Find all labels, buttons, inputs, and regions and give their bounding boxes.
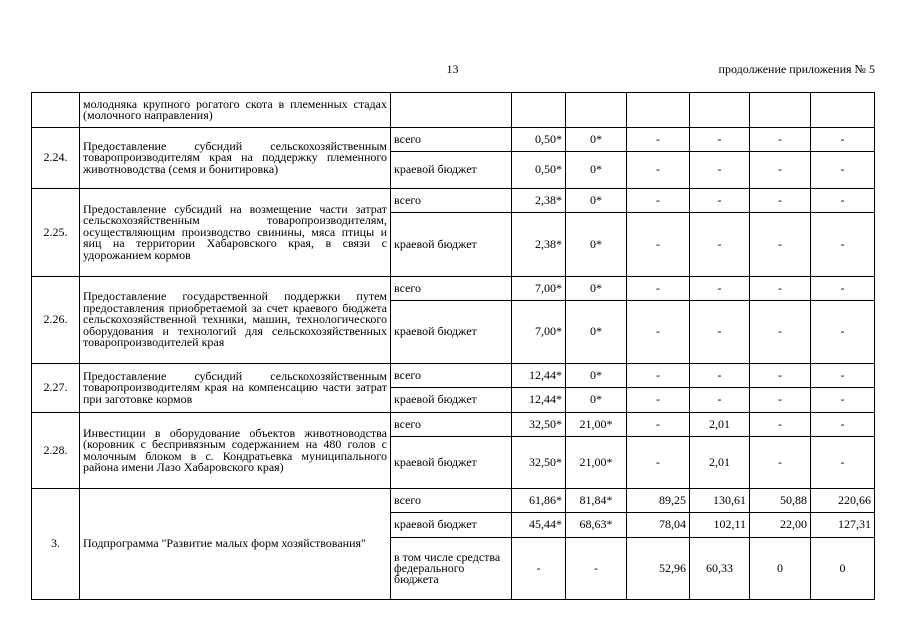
value-cell: 102,11 bbox=[690, 513, 750, 538]
value-cell: 2,01 bbox=[690, 437, 750, 489]
value-cell: - bbox=[811, 189, 875, 213]
row-number: 2.28. bbox=[32, 413, 80, 489]
value-cell: - bbox=[627, 213, 690, 277]
value-cell: - bbox=[690, 388, 750, 413]
value-cell: 81,84* bbox=[566, 489, 627, 513]
value-cell: 2,38* bbox=[512, 213, 566, 277]
value-cell: - bbox=[750, 413, 811, 437]
value-cell: - bbox=[750, 388, 811, 413]
funding-source: всего bbox=[391, 128, 512, 152]
value-cell: - bbox=[627, 152, 690, 189]
value-cell: - bbox=[690, 301, 750, 364]
value-cell: - bbox=[811, 213, 875, 277]
value-cell: - bbox=[811, 364, 875, 388]
value-cell: 61,86* bbox=[512, 489, 566, 513]
funding-source bbox=[391, 93, 512, 128]
value-cell: 45,44* bbox=[512, 513, 566, 538]
value-cell: - bbox=[750, 437, 811, 489]
value-cell: 0* bbox=[566, 189, 627, 213]
value-cell: - bbox=[566, 538, 627, 600]
value-cell: - bbox=[627, 189, 690, 213]
table-row bbox=[32, 277, 875, 301]
table-row bbox=[32, 489, 875, 513]
value-cell: 0 bbox=[750, 538, 811, 600]
value-cell: - bbox=[811, 301, 875, 364]
funding-source: краевой бюджет bbox=[391, 388, 512, 413]
value-cell: - bbox=[811, 128, 875, 152]
value-cell: - bbox=[811, 152, 875, 189]
value-cell bbox=[750, 93, 811, 128]
value-cell: 0,50* bbox=[512, 152, 566, 189]
value-cell: 7,00* bbox=[512, 301, 566, 364]
value-cell: 0* bbox=[566, 213, 627, 277]
value-cell: - bbox=[811, 437, 875, 489]
row-number: 2.27. bbox=[32, 364, 80, 413]
funding-source: всего bbox=[391, 277, 512, 301]
value-cell: 127,31 bbox=[811, 513, 875, 538]
value-cell bbox=[512, 93, 566, 128]
table-row bbox=[32, 189, 875, 213]
funding-source: краевой бюджет bbox=[391, 213, 512, 277]
value-cell: 130,61 bbox=[690, 489, 750, 513]
measure-name: Предоставление субсидий на возмещение части затрат сельскохозяйственным товаропроизводителям, осуществляющим производство свинины, мяса птицы и яиц на территории Хабаровского края, в связи с удорожанием кормов bbox=[80, 189, 391, 277]
row-number: 3. bbox=[32, 489, 80, 600]
value-cell: - bbox=[627, 301, 690, 364]
measure-name: Предоставление субсидий сельскохозяйственным товаропроизводителям края на поддержку племенного животноводства (семя и бонитировка) bbox=[80, 128, 391, 189]
measure-name: молодняка крупного рогатого скота в племенных стадах (молочного направления) bbox=[80, 93, 391, 128]
value-cell: 0* bbox=[566, 364, 627, 388]
continuation-note: продолжение приложения № 5 bbox=[718, 62, 875, 76]
row-number: 2.26. bbox=[32, 277, 80, 364]
funding-source: краевой бюджет bbox=[391, 513, 512, 538]
value-cell: - bbox=[627, 413, 690, 437]
funding-source: всего bbox=[391, 489, 512, 513]
table-row bbox=[32, 93, 875, 128]
value-cell: 7,00* bbox=[512, 277, 566, 301]
value-cell: 2,01 bbox=[690, 413, 750, 437]
value-cell: 12,44* bbox=[512, 364, 566, 388]
value-cell: - bbox=[750, 189, 811, 213]
funding-source: всего bbox=[391, 364, 512, 388]
value-cell: - bbox=[750, 301, 811, 364]
value-cell: - bbox=[811, 388, 875, 413]
value-cell: 21,00* bbox=[566, 413, 627, 437]
value-cell: 220,66 bbox=[811, 489, 875, 513]
page-number: 13 bbox=[446, 62, 459, 76]
budget-table bbox=[31, 92, 875, 600]
value-cell: - bbox=[627, 277, 690, 301]
funding-source: всего bbox=[391, 413, 512, 437]
value-cell: 0* bbox=[566, 128, 627, 152]
value-cell: - bbox=[627, 364, 690, 388]
value-cell: - bbox=[690, 364, 750, 388]
value-cell bbox=[811, 93, 875, 128]
value-cell: 50,88 bbox=[750, 489, 811, 513]
value-cell: - bbox=[811, 277, 875, 301]
value-cell: - bbox=[627, 128, 690, 152]
value-cell: 21,00* bbox=[566, 437, 627, 489]
value-cell: - bbox=[750, 152, 811, 189]
value-cell: 89,25 bbox=[627, 489, 690, 513]
value-cell: 52,96 bbox=[627, 538, 690, 600]
value-cell: 22,00 bbox=[750, 513, 811, 538]
value-cell: - bbox=[512, 538, 566, 600]
value-cell: - bbox=[750, 364, 811, 388]
value-cell: 0,50* bbox=[512, 128, 566, 152]
value-cell bbox=[566, 93, 627, 128]
value-cell: - bbox=[690, 277, 750, 301]
value-cell: 2,38* bbox=[512, 189, 566, 213]
funding-source: всего bbox=[391, 189, 512, 213]
value-cell: 78,04 bbox=[627, 513, 690, 538]
value-cell: 32,50* bbox=[512, 437, 566, 489]
value-cell: - bbox=[750, 277, 811, 301]
value-cell bbox=[690, 93, 750, 128]
measure-name: Подпрограмма "Развитие малых форм хозяйствования" bbox=[80, 489, 391, 600]
row-number: 2.25. bbox=[32, 189, 80, 277]
value-cell: - bbox=[690, 189, 750, 213]
funding-source: краевой бюджет bbox=[391, 152, 512, 189]
table-row bbox=[32, 364, 875, 388]
value-cell: - bbox=[690, 152, 750, 189]
value-cell: 32,50* bbox=[512, 413, 566, 437]
funding-source: краевой бюджет bbox=[391, 301, 512, 364]
value-cell: 68,63* bbox=[566, 513, 627, 538]
value-cell: - bbox=[627, 437, 690, 489]
row-number: 2.24. bbox=[32, 128, 80, 189]
measure-name: Предоставление государственной поддержки путем предоставления приобретаемой за счет краевого бюджета сельскохозяйственной техники, машин, технологического оборудования и технологий для сельскохозяйственных товаропроизводителей края bbox=[80, 277, 391, 364]
value-cell: 0* bbox=[566, 277, 627, 301]
table-row bbox=[32, 413, 875, 437]
funding-source: краевой бюджет bbox=[391, 437, 512, 489]
value-cell: - bbox=[627, 388, 690, 413]
value-cell bbox=[627, 93, 690, 128]
measure-name: Инвестиции в оборудование объектов животноводства (коровник с беспривязным содержанием на 480 голов с молочным блоком в с. Кондратьевка муниципального района имени Лазо Хабаровского края) bbox=[80, 413, 391, 489]
table-row bbox=[32, 128, 875, 152]
value-cell: - bbox=[750, 128, 811, 152]
value-cell: 0* bbox=[566, 388, 627, 413]
value-cell: 0* bbox=[566, 301, 627, 364]
measure-name: Предоставление субсидий сельскохозяйственным товаропроизводителям края на компенсацию части затрат при заготовке кормов bbox=[80, 364, 391, 413]
value-cell: - bbox=[750, 213, 811, 277]
value-cell: - bbox=[690, 128, 750, 152]
funding-source: в том числе средства федерального бюджета bbox=[391, 538, 512, 600]
value-cell: 60,33 bbox=[690, 538, 750, 600]
value-cell: 12,44* bbox=[512, 388, 566, 413]
value-cell: 0* bbox=[566, 152, 627, 189]
value-cell: - bbox=[690, 213, 750, 277]
row-number bbox=[32, 93, 80, 128]
value-cell: - bbox=[811, 413, 875, 437]
value-cell: 0 bbox=[811, 538, 875, 600]
